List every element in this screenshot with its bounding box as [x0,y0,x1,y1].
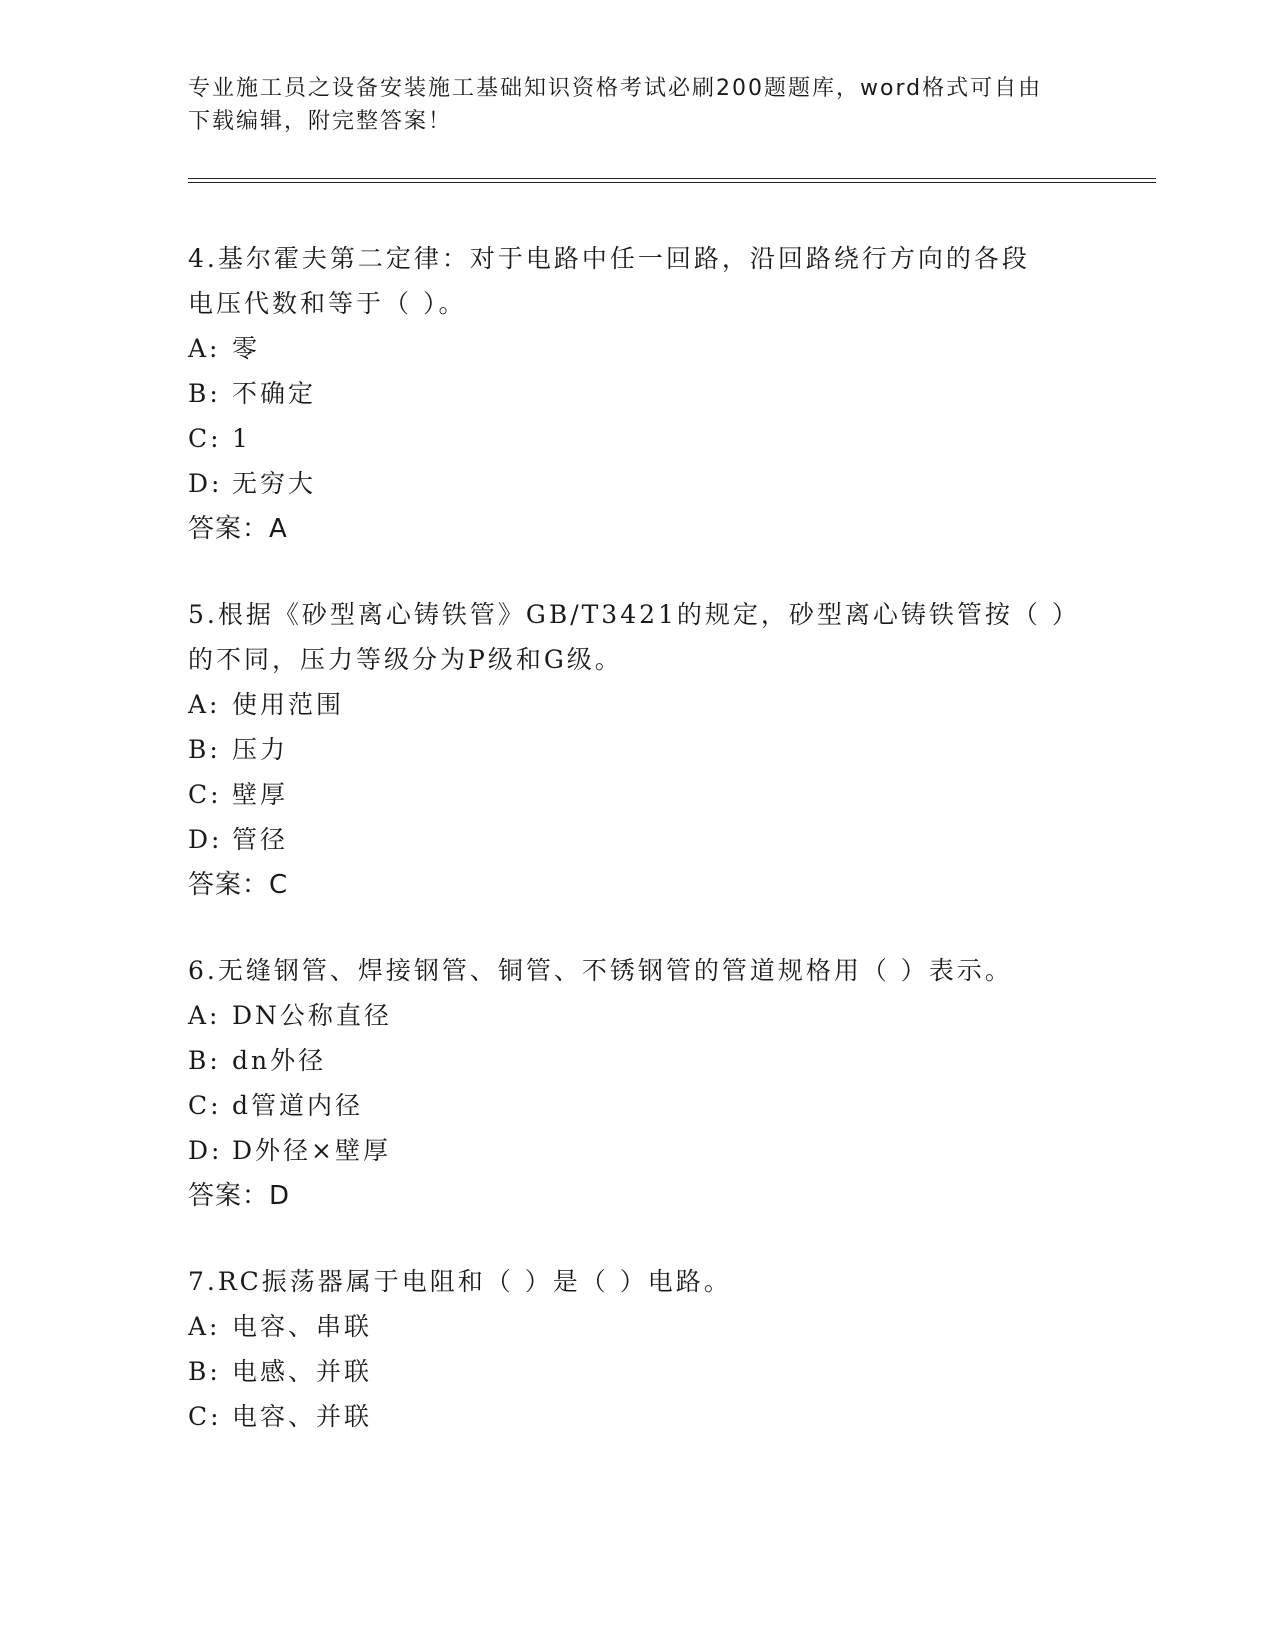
question-stem-line: 4.基尔霍夫第二定律：对于电路中任一回路，沿回路绕行方向的各段 [188,244,1030,273]
document-header [188,72,1088,138]
option-letter: B: [188,1357,221,1386]
option-text: 零 [232,334,261,363]
option-c [188,416,1088,461]
question-stem-line: 7.RC振荡器属于电阻和（ ）是（ ）电路。 [188,1267,732,1296]
option-a [188,682,1088,727]
option-b [188,727,1088,772]
option-letter: B: [188,1046,221,1075]
option-text: d管道内径 [232,1091,364,1120]
option-letter: C: [188,424,222,453]
option-letter: D: [188,1136,223,1165]
answer-line: 答案：D [188,1181,291,1211]
option-letter: A: [188,1312,221,1341]
option-c [188,1394,1088,1439]
option-text: D外径×壁厚 [232,1136,391,1165]
header-line-2: 下载编辑，附完整答案！ [188,109,453,134]
option-b [188,1038,1088,1083]
option-d [188,1128,1088,1173]
option-text: 使用范围 [232,690,345,719]
option-text: 不确定 [232,379,317,408]
question-stem-line: 5.根据《砂型离心铸铁管》GB/T3421的规定，砂型离心铸铁管按（ ） [188,600,1080,629]
option-c [188,772,1088,817]
option-b [188,371,1088,416]
option-letter: A: [188,334,221,363]
option-text: 压力 [232,735,289,764]
question-5 [188,592,1088,908]
option-a [188,326,1088,371]
option-letter: C: [188,1091,222,1120]
answer-line: 答案：C [188,870,289,900]
option-d [188,461,1088,506]
header-line-1: 专业施工员之设备安装施工基础知识资格考试必刷200题题库，word格式可自由 [188,76,1043,101]
question-stem-line: 的不同，压力等级分为P级和G级。 [188,645,623,674]
question-6 [188,948,1088,1219]
question-4 [188,236,1088,552]
option-b [188,1349,1088,1394]
option-text: 无穷大 [232,469,317,498]
option-a [188,993,1088,1038]
option-text: DN公称直径 [232,1001,392,1030]
option-d [188,817,1088,862]
question-stem-line: 电压代数和等于（ ）。 [188,289,467,318]
option-text: 壁厚 [232,780,289,809]
option-letter: C: [188,780,222,809]
option-c [188,1083,1088,1128]
option-text: 电容、并联 [232,1402,373,1431]
option-text: 电感、并联 [232,1357,373,1386]
question-7 [188,1259,1088,1439]
option-letter: C: [188,1402,222,1431]
question-list [188,236,1088,1479]
option-a [188,1304,1088,1349]
option-text: 电容、串联 [232,1312,373,1341]
option-letter: A: [188,1001,221,1030]
option-text: 1 [232,424,251,453]
option-letter: B: [188,379,221,408]
option-letter: D: [188,469,223,498]
answer-line: 答案：A [188,514,288,544]
option-text: dn外径 [232,1046,327,1075]
header-divider [188,178,1156,183]
option-letter: D: [188,825,223,854]
option-text: 管径 [232,825,289,854]
question-stem-line: 6.无缝钢管、焊接钢管、铜管、不锈钢管的管道规格用（ ）表示。 [188,956,1013,985]
option-letter: B: [188,735,221,764]
option-letter: A: [188,690,221,719]
